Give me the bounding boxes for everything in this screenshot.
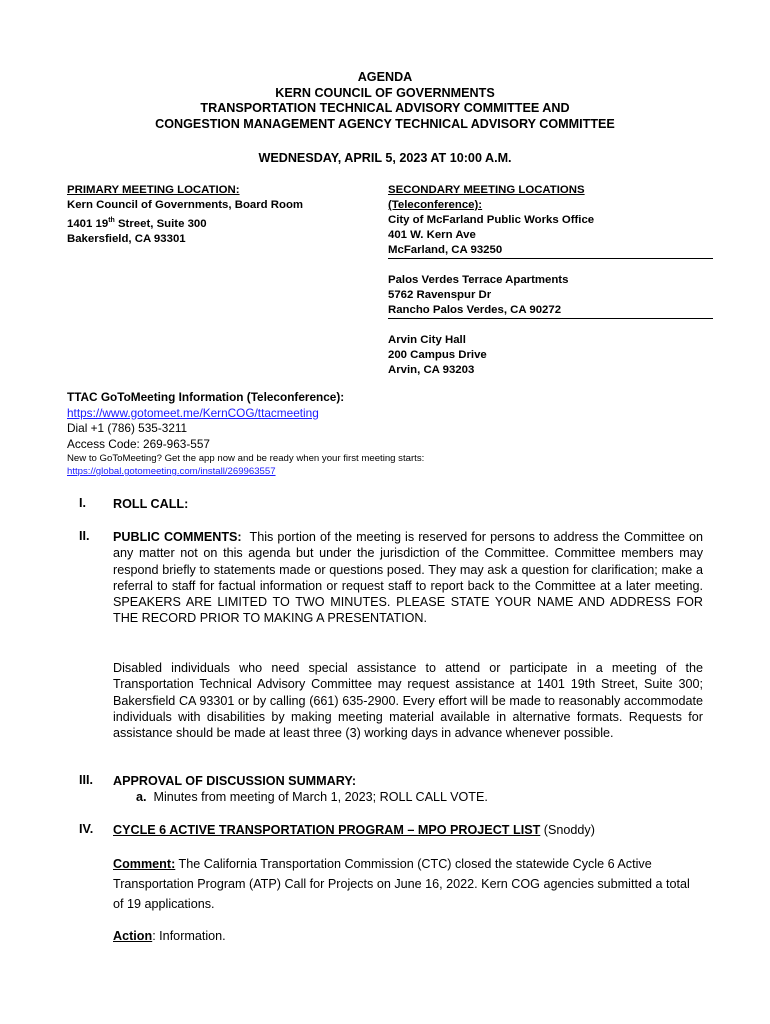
public-comments-paragraph: PUBLIC COMMENTS: This portion of the meeting is reserved for persons to address the Committee on any matter not on this agenda but under the jurisdiction of the Committee. Committee members may respond briefly to statements made or questions posed. They may ask a question for clarification; make a referral to staff for factual information or request staff to report back to the Committee at a later meeting. SPEAKERS ARE LIMITED TO TWO MINUTES. PLEASE STATE YOUR NAME AND ADDRESS FOR THE RECORD PRIOR TO MAKING A PRESENTATION. (113, 530, 703, 626)
approval-item: a. Minutes from meeting of March 1, 2023; ROLL CALL VOTE. (136, 790, 488, 804)
location-line: 5762 Ravenspur Dr (388, 289, 492, 301)
location-line: 200 Campus Drive (388, 349, 487, 361)
secondary-location-3 (388, 333, 487, 378)
divider (388, 318, 713, 319)
location-line: City of McFarland Public Works Office (388, 214, 595, 226)
header-committee-1: TRANSPORTATION TECHNICAL ADVISORY COMMITTEE AND (200, 101, 570, 115)
header-committee-2: CONGESTION MANAGEMENT AGENCY TECHNICAL ADVISORY COMMITTEE (155, 116, 615, 131)
location-line: Palos Verdes Terrace Apartments (388, 274, 569, 286)
gotomeeting-access-code: Access Code: 269-963-557 (67, 436, 210, 451)
section-title: CYCLE 6 ACTIVE TRANSPORTATION PROGRAM – MPO PROJECT LIST (113, 823, 541, 837)
section-title: ROLL CALL: (113, 497, 189, 511)
location-line: McFarland, CA 93250 (388, 244, 503, 256)
section-title: PUBLIC COMMENTS: (113, 530, 242, 544)
location-line: Rancho Palos Verdes, CA 90272 (388, 304, 562, 316)
location-line: Arvin City Hall (388, 334, 466, 346)
gotomeeting-new-text: New to GoToMeeting? Get the app now and be ready when your first meeting starts: (67, 453, 425, 464)
secondary-location-heading: SECONDARY MEETING LOCATIONS (388, 184, 585, 196)
section-number: I. (79, 496, 86, 510)
primary-location-line2: 1401 19th Street, Suite 300 (67, 217, 207, 230)
section-number: III. (79, 773, 93, 787)
divider (388, 258, 713, 259)
section-number: IV. (79, 822, 94, 836)
secondary-location-2 (388, 273, 568, 318)
atp-comment: Comment: The California Transportation Commission (CTC) closed the statewide Cycle 6 Active Transportation Program (ATP) Call for Projects on June 16, 2022. Kern COG agencies submitted a total of 19 applications. (113, 857, 690, 911)
primary-location-line3: Bakersfield, CA 93301 (67, 232, 186, 245)
atp-action: Action: Information. (113, 929, 226, 943)
gotomeeting-install-link[interactable]: https://global.gotomeeting.com/install/269963557 (67, 466, 276, 477)
section-number: II. (79, 529, 90, 543)
gotomeeting-link[interactable]: https://www.gotomeet.me/KernCOG/ttacmeeting (67, 405, 319, 420)
secondary-location-subheading: (Teleconference): (388, 199, 483, 211)
gotomeeting-heading: TTAC GoToMeeting Information (Teleconference): (67, 390, 345, 404)
primary-location (67, 183, 303, 247)
gotomeeting-dial: Dial +1 (786) 535-3211 (67, 421, 188, 435)
header-agenda: AGENDA (357, 70, 413, 84)
location-line: 401 W. Kern Ave (388, 229, 476, 241)
agenda-header (0, 70, 770, 132)
presenter: (Snoddy) (540, 823, 595, 837)
meeting-date: WEDNESDAY, APRIL 5, 2023 AT 10:00 A.M. (258, 151, 512, 165)
gotomeeting-info (67, 390, 424, 478)
primary-location-heading: PRIMARY MEETING LOCATION: (67, 184, 240, 196)
secondary-location-1 (388, 183, 594, 258)
location-line: Arvin, CA 93203 (388, 364, 475, 376)
accessibility-paragraph: Disabled individuals who need special assistance to attend or participate in a meeting of the Transportation Technical Advisory Committee may request assistance at 1401 19th Street, Suite 300; Bakersfield CA 93301 or by calling (661) 635-2900. Every effort will be made to reasonably accommodate individuals with disabilities by making meeting material available in alternative formats. Requests for assistance should be made at least three (3) working days in advance whenever possible. (113, 661, 703, 741)
primary-location-line1: Kern Council of Governments, Board Room (67, 199, 304, 211)
section-title: APPROVAL OF DISCUSSION SUMMARY: (113, 774, 357, 788)
header-org: KERN COUNCIL OF GOVERNMENTS (275, 85, 495, 100)
atp-title-line (113, 822, 703, 838)
